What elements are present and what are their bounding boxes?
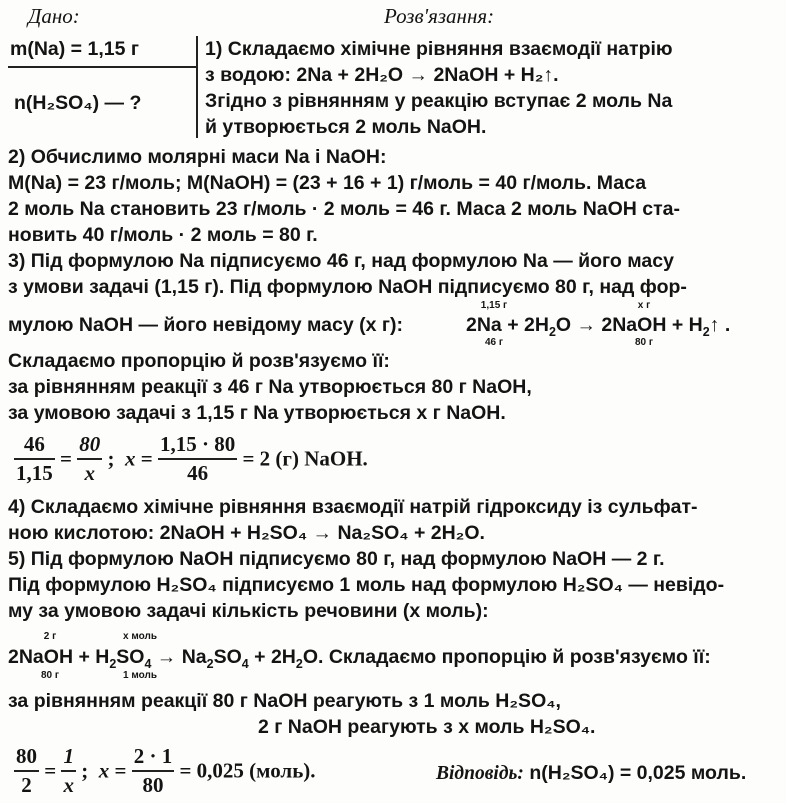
step5-frac1 [14,744,39,798]
step5-frac3-den: 80 [142,773,164,797]
step3-frac2 [77,432,102,486]
given-header: Дано: [28,4,80,28]
step3-ann-na-top: 1,15 г [480,300,508,311]
answer-value: n(H₂SO₄) = 0,025 моль. [529,762,747,784]
step4-line1: 4) Складаємо хімічне рівняння взаємодії натрій гідроксиду із сульфат- [8,496,698,518]
step2-line2: M(Na) = 23 г/моль; M(NaOH) = (23 + 16 + 1) г/моль = 40 г/моль. Маса [8,172,647,194]
answer-line [436,762,746,785]
step3-line2: з умови задачі (1,15 г). Під формулою NaOH підписуємо 80 г, над фор- [8,276,687,298]
step3-line6: за умовою задачі з 1,15 г Na утворюється x г NaOH. [8,402,506,424]
step3-line3: мулою NaOH — його невідому масу (x г): [8,314,403,336]
step3-frac1 [14,432,55,486]
step3-frac3-den: 46 [187,461,209,485]
step5-eq-tail: Складаємо пропорцію й розв'язуємо її: [328,646,711,668]
step5-frac1-den: 2 [21,773,32,797]
step3-frac2-num: 80 [77,432,102,460]
step5-frac1-num: 80 [14,744,39,772]
step3-equation: $2Na + 2H_2O$ → 2NaOH + $H_2↑$ . [466,314,731,339]
step5-frac2 [61,744,76,798]
step2-line4: новить 40 г/моль · 2 моль = 80 г. [8,224,318,246]
step1-line1: 1) Складаємо хімічне рівняння взаємодії натрію [205,38,673,60]
step5-frac3 [132,744,175,798]
given-divider [8,66,196,68]
step3-frac3-num: 1,15 · 80 [158,432,237,460]
step2-line3: 2 моль Na становить 23 г/моль · 2 моль = 46 г. Маса 2 моль NaOH ста- [8,198,681,220]
step4-line2: ною кислотою: 2NaOH + H₂SO₄ → Na₂SO₄ + 2H₂O. [8,522,485,544]
step1-line2: з водою: 2Na + 2H₂O → 2NaOH + H₂↑. [205,64,559,86]
step3-frac1-den: 1,15 [16,461,53,485]
step5-ann-acid-bottom: 1 моль [123,670,157,681]
step3-line5: за рівнянням реакції з 46 г Na утворюється 80 г NaOH, [8,376,532,398]
step5-proportion: $\frac{80}{2}$ = $\frac{1}{x}$ ; x = $\frac{2 \cdot 1}{80}$ = 0,025 (моль). [16,744,316,797]
step1-line4: й утворюється 2 моль NaOH. [205,116,487,138]
given-vertical-divider [196,36,198,138]
step3-frac1-num: 46 [14,432,55,460]
step5-line1: 5) Під формулою NaOH підписуємо 80 г, над формулою NaOH — 2 г. [8,548,665,570]
step3-frac3 [158,432,237,486]
step3-ann-na-bottom: 46 г [484,337,504,348]
step3-ann-naoh-bottom: 80 г [634,337,654,348]
given-mass: m(Na) = 1,15 г [10,38,139,60]
step5-equation: 2NaOH + $H_2SO_4 \to Na_2SO_4 + 2H_2O$. Складаємо пропорцію й розв'язуємо її: [8,646,711,671]
step5-frac3-num: 2 · 1 [132,744,175,772]
step5-ann-naoh-bottom: 80 г [40,670,60,681]
step5-line5: 2 г NaOH реагують з x моль H₂SO₄. [258,716,596,738]
step5-ann-acid-top: x моль [123,631,157,642]
answer-label: Відповідь: [436,763,524,784]
step3-proportion: $\frac{46}{1,15}$ = $\frac{80}{x}$ ; x = $\frac{1,15 \cdot 80}{46}$ = 2 (г) NaOH. [16,432,368,485]
step3-line1: 3) Під формулою Na підписуємо 46 г, над формулою Na — його масу [8,250,674,272]
step5-frac2-num: 1 [61,744,76,772]
step3-frac2-den: x [84,461,95,485]
step5-line3: му за умовою задачі кількість речовини (x моль): [8,600,489,622]
step5-ann-naoh-top: 2 г [43,631,57,642]
solution-header: Розв'язання: [384,4,495,28]
step1-line3: Згідно з рівнянням у реакцію вступає 2 моль Na [205,90,673,112]
step5-line4: за рівнянням реакції 80 г NaOH реагують з 1 моль H₂SO₄, [8,690,561,712]
step2-line1: 2) Обчислимо молярні маси Na і NaOH: [8,146,387,168]
step3-ann-naoh-top: x г [637,300,651,311]
step5-line2: Під формулою H₂SO₄ підписуємо 1 моль над формулою H₂SO₄ — невідо- [8,574,725,596]
step5-frac2-den: x [63,773,74,797]
step3-line4: Складаємо пропорцію й розв'язуємо її: [8,350,390,372]
given-find: n(H₂SO₄) — ? [14,92,142,114]
step5-result: = 0,025 (моль). [179,758,316,783]
step3-result: = 2 (г) NaOH. [242,446,368,471]
